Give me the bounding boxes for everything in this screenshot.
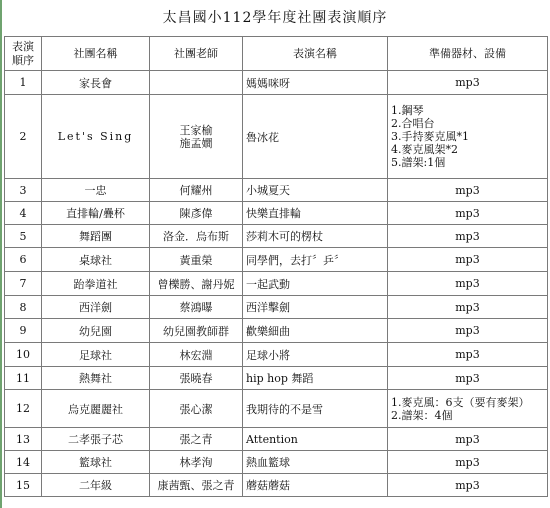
cell-club-text: 舞蹈團 — [79, 230, 112, 243]
cell-club[interactable] — [42, 248, 150, 272]
equipment-item: 5.譜架:1個 — [391, 156, 446, 169]
cell-performance-text: 足球小將 — [246, 348, 290, 362]
cell-club[interactable] — [42, 272, 150, 296]
cell-performance[interactable] — [243, 95, 388, 179]
cell-equipment[interactable] — [388, 202, 548, 225]
cell-order[interactable] — [5, 343, 42, 367]
cell-club[interactable] — [42, 343, 150, 367]
table-row — [5, 451, 548, 474]
header-equipment[interactable] — [388, 37, 548, 71]
cell-order[interactable] — [5, 296, 42, 319]
cell-order-text: 9 — [19, 324, 27, 337]
header-performance[interactable] — [243, 37, 388, 71]
cell-equipment[interactable] — [388, 296, 548, 319]
cell-club-text: 西洋劍 — [79, 301, 112, 314]
header-club[interactable] — [42, 37, 150, 71]
cell-club[interactable] — [42, 225, 150, 248]
cell-performance[interactable] — [243, 296, 388, 319]
cell-club[interactable] — [42, 367, 150, 390]
cell-teacher[interactable] — [150, 319, 243, 343]
cell-performance-text: 我期待的不是雪 — [246, 402, 323, 416]
cell-performance[interactable] — [243, 367, 388, 390]
cell-order[interactable] — [5, 474, 42, 497]
cell-order-text: 10 — [16, 348, 30, 361]
header-order-label: 表演順序 — [12, 39, 34, 67]
cell-performance-text: hip hop 舞蹈 — [246, 372, 314, 385]
equipment-item: 3.手持麥克風*1 — [391, 130, 469, 143]
cell-teacher[interactable] — [150, 390, 243, 428]
cell-order[interactable] — [5, 71, 42, 95]
cell-teacher[interactable] — [150, 474, 243, 497]
cell-club-text: 二年級 — [79, 479, 112, 492]
cell-club[interactable] — [42, 71, 150, 95]
cell-equipment[interactable] — [388, 390, 548, 428]
cell-teacher[interactable] — [150, 95, 243, 179]
cell-teacher[interactable] — [150, 367, 243, 390]
cell-order-text: 3 — [19, 183, 27, 197]
cell-order-text: 2 — [19, 130, 27, 143]
cell-order[interactable] — [5, 248, 42, 272]
equipment-item: mp3 — [455, 371, 480, 385]
cell-order[interactable] — [5, 390, 42, 428]
equipment-item: mp3 — [455, 478, 480, 492]
cell-teacher-text: 林宏淵 — [179, 348, 213, 362]
equipment-item: 2.合唱台 — [391, 117, 435, 130]
header-teacher-label: 社團老師 — [174, 46, 218, 60]
cell-order-text: 1 — [19, 76, 27, 89]
table-row — [5, 367, 548, 390]
table-row — [5, 428, 548, 451]
cell-equipment[interactable] — [388, 95, 548, 179]
cell-club[interactable] — [42, 474, 150, 497]
page-title: 太昌國小112學年度社團表演順序 — [162, 10, 388, 26]
equipment-item: mp3 — [455, 324, 480, 337]
cell-teacher-text: 幼兒園教師群 — [163, 324, 229, 338]
equipment-item: mp3 — [455, 432, 480, 446]
cell-club-text: 足球社 — [79, 348, 112, 362]
cell-club-text: 二孝張子芯 — [68, 433, 123, 446]
cell-performance-text: 一起武動 — [246, 277, 290, 291]
cell-teacher[interactable] — [150, 428, 243, 451]
teacher-name: 王家榆 — [179, 123, 213, 137]
table-row — [5, 202, 548, 225]
cell-club-text: 籃球社 — [79, 456, 112, 469]
cell-performance-text: Attention — [246, 432, 298, 446]
cell-order-text: 12 — [16, 402, 30, 415]
performance-order-table — [4, 36, 548, 497]
equipment-item: 1.鋼琴 — [391, 104, 424, 117]
cell-teacher[interactable] — [150, 272, 243, 296]
header-performance-label: 表演名稱 — [293, 46, 337, 60]
cell-performance[interactable] — [243, 272, 388, 296]
cell-teacher[interactable] — [150, 202, 243, 225]
cell-performance[interactable] — [243, 71, 388, 95]
cell-teacher-text: 林孝洵 — [179, 456, 213, 469]
header-order[interactable] — [5, 37, 42, 71]
cell-order[interactable] — [5, 202, 42, 225]
cell-teacher-text: 黃重榮 — [179, 253, 213, 267]
cell-order[interactable] — [5, 319, 42, 343]
equipment-item: mp3 — [455, 300, 480, 314]
cell-equipment[interactable] — [388, 367, 548, 390]
cell-order[interactable] — [5, 367, 42, 390]
cell-order[interactable] — [5, 95, 42, 179]
cell-club-text: 家長會 — [79, 76, 112, 90]
cell-teacher[interactable] — [150, 179, 243, 202]
cell-teacher-text: 何耀州 — [179, 184, 213, 197]
table-row — [5, 272, 548, 296]
cell-club-text: 直排輪/疊杯 — [66, 207, 125, 220]
cell-performance-text: 蘑菇蘑菇 — [246, 479, 290, 492]
cell-performance-text: 莎莉木可的楞杖 — [246, 230, 323, 243]
cell-equipment[interactable] — [388, 343, 548, 367]
equipment-item: mp3 — [455, 76, 480, 89]
cell-club[interactable] — [42, 296, 150, 319]
equipment-item: mp3 — [455, 206, 480, 220]
cell-order[interactable] — [5, 428, 42, 451]
cell-order-text: 5 — [19, 229, 27, 243]
cell-performance[interactable] — [243, 390, 388, 428]
cell-teacher[interactable] — [150, 343, 243, 367]
cell-teacher[interactable] — [150, 71, 243, 95]
cell-club[interactable] — [42, 319, 150, 343]
cell-equipment[interactable] — [388, 428, 548, 451]
cell-club[interactable] — [42, 95, 150, 179]
cell-order-text: 13 — [16, 432, 30, 446]
cell-equipment[interactable] — [388, 319, 548, 343]
cell-teacher-text: 康茜甄、張之青 — [157, 479, 235, 492]
cell-order-text: 15 — [16, 478, 30, 492]
cell-performance-text: 熱血籃球 — [246, 456, 290, 469]
cell-performance-text: 同學們，去打〞乒〞 — [246, 253, 345, 267]
cell-performance[interactable] — [243, 474, 388, 497]
table-row — [5, 179, 548, 202]
equipment-item: 4.麥克風架*2 — [391, 143, 458, 156]
table-row — [5, 248, 548, 272]
cell-performance[interactable] — [243, 451, 388, 474]
cell-teacher-text: 洛金．烏布斯 — [163, 230, 229, 243]
cell-performance[interactable] — [243, 179, 388, 202]
cell-order[interactable] — [5, 451, 42, 474]
cell-club-text: Let's Sing — [57, 130, 134, 143]
cell-club-text: 熱舞社 — [79, 372, 112, 385]
equipment-item: mp3 — [455, 183, 480, 197]
cell-performance-text: 西洋擊劍 — [246, 301, 290, 314]
cell-order-text: 7 — [19, 277, 27, 290]
cell-order-text: 4 — [19, 206, 27, 220]
table-row — [5, 343, 548, 367]
cell-performance[interactable] — [243, 428, 388, 451]
cell-order-text: 6 — [19, 253, 27, 266]
cell-club[interactable] — [42, 428, 150, 451]
equipment-item: mp3 — [455, 455, 480, 469]
cell-performance-text: 魯冰花 — [246, 130, 279, 144]
cell-performance-text: 小城夏天 — [246, 184, 290, 197]
window-edge — [0, 0, 2, 508]
cell-club-text: 幼兒園 — [79, 324, 112, 338]
header-equipment-label: 準備器材、設備 — [429, 46, 506, 60]
teacher-name: 施孟嫺 — [179, 136, 213, 150]
cell-order-text: 11 — [16, 371, 30, 385]
cell-teacher-text: 張心潔 — [179, 402, 213, 416]
cell-performance[interactable] — [243, 343, 388, 367]
table-row — [5, 95, 548, 179]
table-body — [5, 71, 548, 497]
cell-club[interactable] — [42, 390, 150, 428]
cell-equipment[interactable] — [388, 474, 548, 497]
cell-teacher[interactable] — [150, 225, 243, 248]
cell-order-text: 14 — [16, 455, 30, 469]
equipment-item: 2.譜架：4個 — [391, 408, 453, 422]
table-row — [5, 390, 548, 428]
cell-club[interactable] — [42, 451, 150, 474]
cell-club-text: 桌球社 — [79, 253, 112, 267]
cell-equipment[interactable] — [388, 225, 548, 248]
cell-club-text: 一忠 — [84, 184, 107, 197]
cell-equipment[interactable] — [388, 451, 548, 474]
header-row — [5, 37, 548, 71]
cell-teacher-text: 曾櫟勝、謝丹妮 — [157, 277, 235, 291]
cell-club-text: 跆拳道社 — [73, 277, 118, 291]
cell-club-text: 烏克麗麗社 — [68, 402, 123, 416]
table-row — [5, 225, 548, 248]
cell-order[interactable] — [5, 179, 42, 202]
cell-order[interactable] — [5, 272, 42, 296]
cell-teacher-text: 張之青 — [179, 433, 213, 446]
table-row — [5, 71, 548, 95]
cell-order[interactable] — [5, 225, 42, 248]
cell-equipment[interactable] — [388, 248, 548, 272]
cell-performance[interactable] — [243, 248, 388, 272]
table-row — [5, 319, 548, 343]
cell-teacher-text: 張曉春 — [179, 372, 213, 385]
cell-performance[interactable] — [243, 225, 388, 248]
cell-teacher-text: 蔡鴻曝 — [179, 301, 213, 314]
table-row — [5, 296, 548, 319]
cell-performance[interactable] — [243, 319, 388, 343]
cell-equipment[interactable] — [388, 71, 548, 95]
equipment-item: mp3 — [455, 253, 480, 266]
cell-teacher-text: 陳彥偉 — [179, 207, 213, 220]
cell-teacher[interactable] — [150, 451, 243, 474]
equipment-item: mp3 — [455, 277, 480, 290]
equipment-item: mp3 — [455, 348, 480, 361]
equipment-item: mp3 — [455, 229, 480, 243]
equipment-item: 1.麥克風：6支（要有麥架） — [391, 395, 530, 409]
cell-club[interactable] — [42, 179, 150, 202]
cell-equipment[interactable] — [388, 272, 548, 296]
header-club-label: 社團名稱 — [73, 46, 118, 60]
header-teacher[interactable] — [150, 37, 243, 71]
cell-order-text: 8 — [19, 300, 27, 314]
cell-equipment[interactable] — [388, 179, 548, 202]
cell-performance-text: 歡樂細曲 — [246, 324, 290, 338]
cell-performance-text: 快樂直排輪 — [246, 207, 301, 220]
table-row — [5, 474, 548, 497]
cell-performance[interactable] — [243, 202, 388, 225]
cell-teacher[interactable] — [150, 248, 243, 272]
cell-performance-text: 媽媽咪呀 — [246, 76, 290, 90]
cell-club[interactable] — [42, 202, 150, 225]
cell-teacher[interactable] — [150, 296, 243, 319]
